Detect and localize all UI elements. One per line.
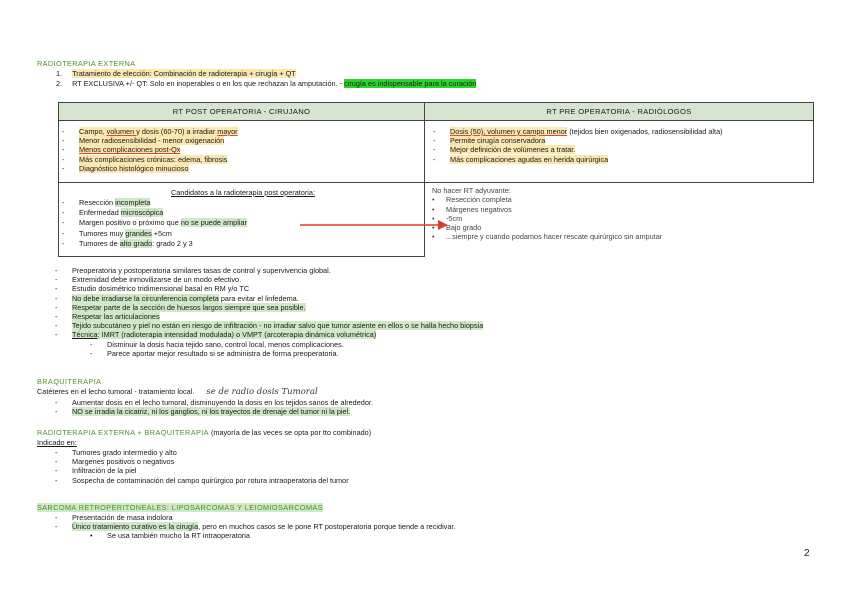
sarcoma-item: - Único tratamiento curativo es la cirugía, pero en muchos casos se le pone RT postoperatoria porque tiende a recidivar. — [55, 522, 815, 531]
candidate-item: - Resección incompleta — [62, 198, 424, 208]
indicado-label: Indicado en: — [37, 438, 77, 447]
candidate-item: - Tumores muy grandes +5cm — [62, 229, 424, 239]
red-arrow-icon — [300, 218, 450, 232]
note-item: - Respetar las articulaciones — [55, 312, 815, 321]
combo-list — [55, 448, 815, 485]
note-item: - Respetar parte de la sección de huesos largos siempre que sea posible. — [55, 303, 815, 312]
pre-op-cell — [425, 121, 814, 183]
note-item: - Estudio dosimétrico tridimensional basal en RM y/o TC — [55, 284, 815, 293]
combo-title-line: RADIOTERAPIA EXTERNA + BRAQUITERAPIA (mayoría de las veces se opta por tto combinado) — [37, 428, 372, 437]
note-subitem: - Disminuir la dosis hacia tejido sano, control local, menos complicaciones. — [55, 340, 815, 349]
combo-item: - Sospecha de contaminación del campo quirúrgico por rotura intraoperatoria del tumor — [55, 476, 815, 485]
pre-op-item: - Mejor definición de volúmenes a tratar. — [433, 145, 813, 154]
candidates-title: Candidatos a la radioterapia post operatoria: — [170, 188, 315, 197]
post-op-item: - Campo, volumen y dosis (60-70) a irradiar mayor — [62, 127, 424, 136]
combo-item: - Margenes positivos o negativos — [55, 457, 815, 466]
note-item: - No debe irradiarse la circunferencia completa para evitar el linfedema. — [55, 294, 815, 303]
candidate-item: - Margen positivo o próximo que no se puede ampliar — [62, 218, 424, 228]
numbered-item-1: 1. Tratamiento de elección: Combinación de radioterapia + cirugía + QT — [56, 69, 296, 78]
candidate-item: - Tumores de alto grado: grado 2 y 3 — [62, 239, 424, 249]
post-op-cell — [59, 121, 425, 183]
no-rt-item: • Resección completa — [432, 195, 814, 204]
braqui-list — [55, 398, 815, 416]
section-title-braquiterapia: BRAQUITERAPIA — [37, 377, 102, 386]
post-op-item: - Más complicaciones crónicas: edema, fibrosis — [62, 155, 424, 164]
notes-list — [55, 266, 815, 358]
note-item: - Técnica: IMRT (radioterapia intensidad modulada) o VMPT (arcoterapia dinámica volumétrica) — [55, 330, 815, 339]
note-subitem: - Parece aportar mejor resultado si se administra de forma preoperatoria. — [55, 349, 815, 358]
no-rt-title: No hacer RT adyuvante: — [432, 186, 511, 195]
no-rt-item: • -5cm — [432, 214, 814, 223]
post-op-item: - Diagnóstico histológico minucioso — [62, 164, 424, 173]
post-op-item: - Menos complicaciones post-Qx — [62, 145, 424, 154]
pre-op-item: - Dosis (50), volumen y campo menor (tejidos bien oxigenados, radiosensibilidad alta) — [433, 127, 813, 136]
no-rt-cell — [425, 183, 814, 257]
post-op-item: - Menor radiosensibilidad - menor oxigenación — [62, 136, 424, 145]
sarcoma-title-line — [37, 503, 323, 512]
note-item: - Preoperatoria y postoperatoria similares tasas de control y supervivencia global. — [55, 266, 815, 275]
pre-op-item: - Permite cirugía conservadora — [433, 136, 813, 145]
braqui-line: Catéteres en el lecho tumoral - tratamiento local. se de radio dosis Tumoral — [37, 387, 318, 397]
sarcoma-subitem: • Se usa también mucho la RT intraoperatoria — [55, 531, 815, 540]
combo-item: - Infiltración de la piel — [55, 466, 815, 475]
sarcoma-item: - Presentación de masa indolora — [55, 513, 815, 522]
sarcoma-list — [55, 513, 815, 541]
combo-item: - Tumores grado intermedio y alto — [55, 448, 815, 457]
section-title-sarcoma: SARCOMA RETROPERITONEALES: LIPOSARCOMAS Y LEIOMIOSARCOMAS — [37, 503, 323, 512]
pre-op-item: - Más complicaciones agudas en herida quirúrgica — [433, 155, 813, 164]
candidate-item: - Enfermedad microscópica — [62, 208, 424, 218]
section-title-rt-externa: RADIOTERAPIA EXTERNA — [37, 59, 136, 68]
handwritten-note: se de radio dosis Tumoral — [206, 387, 318, 397]
braqui-item: - Aumentar dosis en el lecho tumoral, disminuyendo la dosis en los tejidos sanos de alrededor. — [55, 398, 815, 407]
numbered-item-2: 2. RT EXCLUSIVA +/- QT: Solo en inoperables o en los que rechazan la amputación. - cirugía es indispensable para la curación — [56, 79, 477, 88]
pre-op-header: RT PRE OPERATORIA - RADIÓLOGOS — [425, 103, 814, 121]
page-number: 2 — [804, 548, 810, 559]
note-item: - Extremidad debe inmovilizarse de un modo efectivo. — [55, 275, 815, 284]
no-rt-item: • Bajo grado — [432, 223, 814, 232]
post-op-header: RT POST OPERATORIA - CIRUJANO — [59, 103, 425, 121]
braqui-item: - NO se irradia la cicatriz, ni los ganglios, ni los trayectos de drenaje del tumor ni la piel. — [55, 407, 815, 416]
no-rt-item: • ...siempre y cuando podamos hacer rescate quirúrgico sin amputar — [432, 232, 814, 241]
note-item: - Tejido subcutáneo y piel no están en riesgo de infiltración - no irradiar salvo que tumor asiente en ellos o se halla hecho biopsia — [55, 321, 815, 330]
rt-comparison-table — [58, 102, 814, 257]
no-rt-item: • Márgenes negativos — [432, 205, 814, 214]
